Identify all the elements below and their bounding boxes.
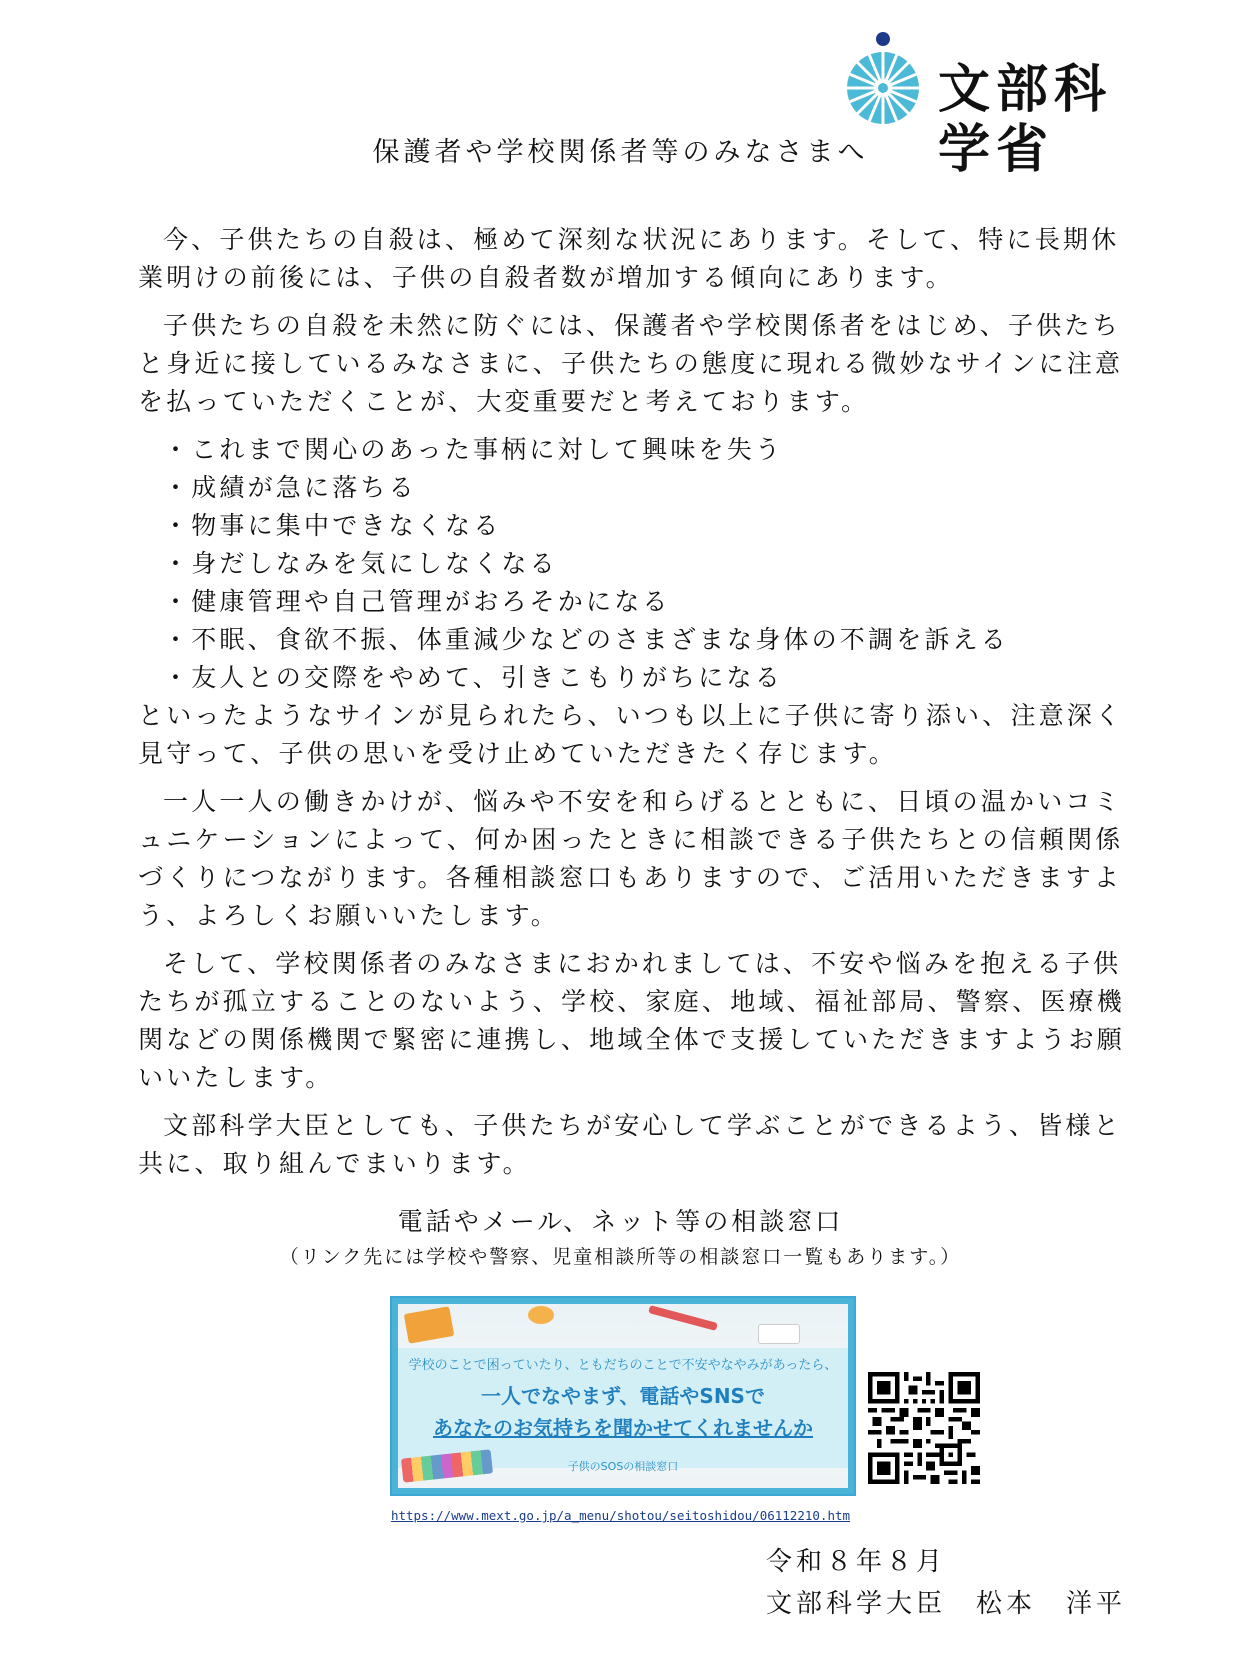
logo-text: 文部科学省	[938, 60, 1113, 180]
sos-consultation-banner[interactable]	[390, 1296, 856, 1496]
paragraph-2: 子供たちの自殺を未然に防ぐには、保護者や学校関係者をはじめ、子供たちと身近に接しているみなさまに、子供たちの態度に現れる微妙なサインに注意を払っていただくことが、大変重要だと考えております。	[138, 311, 1124, 416]
paragraph-3: 一人一人の働きかけが、悩みや不安を和らげるとともに、日頃の温かいコミュニケーションによって、何か困ったときに相談できる子供たちとの信頼関係づくりにつながります。各種相談窓口もありますので、ご活用いただきますよう、よろしくお願いいたします。	[138, 787, 1124, 930]
list-item: ・ 不眠、食欲不振、体重減少などのさまざまな身体の不調を訴える	[163, 621, 1134, 659]
banner-footer: 子供のSOSの相談窓口	[567, 1460, 679, 1473]
paragraph-5: 文部科学大臣としても、子供たちが安心して学ぶことができるよう、皆様と共に、取り組んでまいります。	[138, 1111, 1122, 1178]
paragraph-1: 今、子供たちの自殺は、極めて深刻な状況にあります。そして、特に長期休業明けの前後には、子供の自殺者数が増加する傾向にあります。	[138, 225, 1120, 292]
banner-line-1: 学校のことで困っていたり、ともだちのことで不安やなやみがあったら、	[408, 1358, 838, 1373]
consult-link[interactable]: https://www.mext.go.jp/a_menu/shotou/seitoshidou/06112210.htm	[390, 1508, 851, 1523]
list-item: ・ 成績が急に落ちる	[163, 469, 1134, 507]
list-item: ・ 健康管理や自己管理がおろそかになる	[163, 583, 1134, 621]
mext-emblem-icon	[838, 30, 928, 126]
after-list-paragraph: といったようなサインが見られたら、いつも以上に子供に寄り添い、注意深く見守って、子供の思いを受け止めていただきたく存じます。	[138, 701, 1124, 768]
list-item: ・ 物事に集中できなくなる	[163, 507, 1134, 545]
banner-line-3: あなたのお気持ちを聞かせてくれませんか	[433, 1416, 813, 1440]
sticky-note-icon	[404, 1306, 455, 1344]
eraser-icon	[758, 1324, 800, 1344]
consult-heading: 電話やメール、ネット等の相談窓口	[397, 1207, 844, 1236]
warning-signs-list	[138, 431, 1134, 697]
letter-body	[138, 221, 1134, 1193]
page-title: 保護者や学校関係者等のみなさまへ	[372, 137, 869, 168]
banner-line-2: 一人でなやまず、電話やSNSで	[481, 1384, 765, 1408]
mext-logo	[838, 30, 1168, 180]
marker-icon	[648, 1305, 718, 1331]
list-item: ・ これまで関心のあった事柄に対して興味を失う	[163, 431, 1134, 469]
issue-date: 令和８年８月	[766, 1547, 947, 1577]
list-item: ・ 身だしなみを気にしなくなる	[163, 545, 1134, 583]
list-item: ・ 友人との交際をやめて、引きこもりがちになる	[163, 659, 1134, 697]
tape-icon	[528, 1306, 554, 1324]
qr-code-icon[interactable]	[868, 1372, 980, 1484]
consult-note: （リンク先には学校や警察、児童相談所等の相談窓口一覧もあります。）	[279, 1246, 962, 1268]
signer-name: 文部科学大臣 松本 洋平	[766, 1589, 1127, 1619]
banner-image	[398, 1304, 848, 1488]
paragraph-4: そして、学校関係者のみなさまにおかれましては、不安や悩みを抱える子供たちが孤立することのないよう、学校、家庭、地域、福祉部局、警察、医療機関などの関係機関で緊密に連携し、地域全体で支援していただきますようお願いいたします。	[138, 949, 1126, 1092]
